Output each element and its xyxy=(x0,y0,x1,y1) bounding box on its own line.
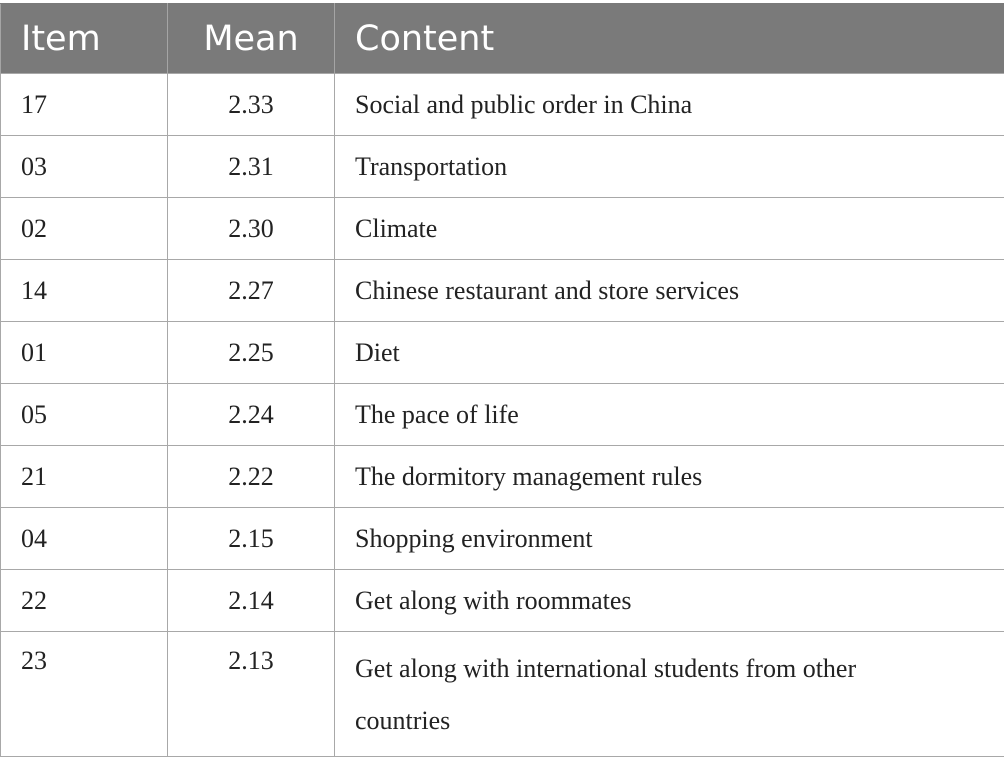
mean-cell: 2.15 xyxy=(168,508,335,570)
table-row xyxy=(1,384,1004,446)
table-row xyxy=(1,198,1004,260)
mean-cell: 2.14 xyxy=(168,570,335,632)
header-row xyxy=(1,4,1004,74)
item-cell: 01 xyxy=(1,322,168,384)
content-cell: Climate xyxy=(335,198,1004,260)
table-row xyxy=(1,508,1004,570)
mean-cell: 2.27 xyxy=(168,260,335,322)
table-row xyxy=(1,446,1004,508)
table-header xyxy=(1,4,1004,74)
item-cell: 17 xyxy=(1,74,168,136)
header-item: Item xyxy=(1,4,168,74)
mean-cell: 2.13 xyxy=(168,632,335,757)
table-row xyxy=(1,74,1004,136)
table-row xyxy=(1,632,1004,757)
header-mean: Mean xyxy=(168,4,335,74)
mean-cell: 2.30 xyxy=(168,198,335,260)
table-row xyxy=(1,322,1004,384)
item-cell: 02 xyxy=(1,198,168,260)
item-cell: 21 xyxy=(1,446,168,508)
table-row xyxy=(1,570,1004,632)
mean-cell: 2.33 xyxy=(168,74,335,136)
mean-cell: 2.22 xyxy=(168,446,335,508)
item-cell: 03 xyxy=(1,136,168,198)
content-cell: Chinese restaurant and store services xyxy=(335,260,1004,322)
item-cell: 04 xyxy=(1,508,168,570)
table-row xyxy=(1,136,1004,198)
mean-cell: 2.31 xyxy=(168,136,335,198)
item-cell: 22 xyxy=(1,570,168,632)
content-cell: Transportation xyxy=(335,136,1004,198)
item-cell: 14 xyxy=(1,260,168,322)
content-cell: Social and public order in China xyxy=(335,74,1004,136)
table-body xyxy=(1,74,1004,757)
content-cell xyxy=(335,632,1004,757)
mean-cell: 2.25 xyxy=(168,322,335,384)
data-table xyxy=(0,3,1004,757)
item-cell: 05 xyxy=(1,384,168,446)
content-line: countries xyxy=(355,695,1004,747)
item-cell: 23 xyxy=(1,632,168,757)
content-cell: Shopping environment xyxy=(335,508,1004,570)
table-row xyxy=(1,260,1004,322)
mean-cell: 2.24 xyxy=(168,384,335,446)
content-cell: Diet xyxy=(335,322,1004,384)
content-line: Get along with international students from other xyxy=(355,643,1004,695)
header-content: Content xyxy=(335,4,1004,74)
content-cell: The pace of life xyxy=(335,384,1004,446)
content-cell: Get along with roommates xyxy=(335,570,1004,632)
content-cell: The dormitory management rules xyxy=(335,446,1004,508)
